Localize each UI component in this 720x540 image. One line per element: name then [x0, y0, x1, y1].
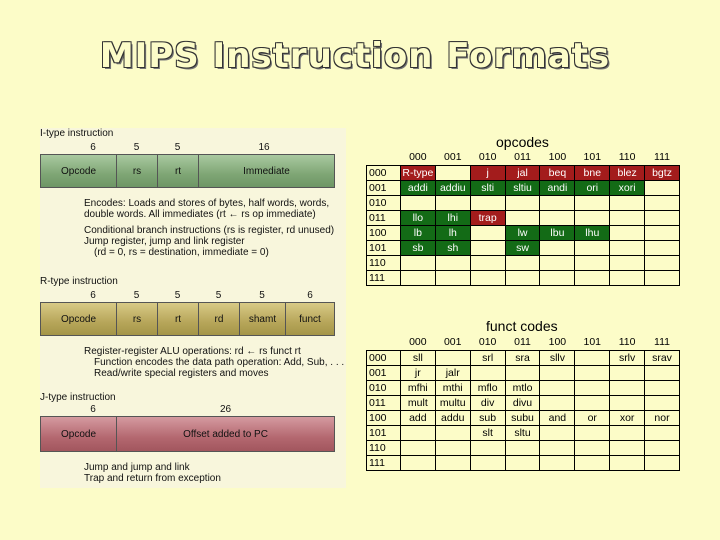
table-cell: addu	[435, 410, 470, 425]
itype-field-immediate: Immediate	[243, 165, 290, 177]
table-cell: lw	[505, 225, 540, 240]
table-row	[367, 225, 680, 240]
table-cell: slt	[470, 425, 505, 440]
rtype-description: Register-register ALU operations: rd ← rs funct rt Function encodes the data path operation: Add, Sub, . . . Read/write special registers and moves	[84, 346, 345, 379]
row-header: 000	[367, 350, 401, 365]
row-header: 110	[367, 255, 401, 270]
table-cell	[645, 225, 680, 240]
table-row	[367, 180, 680, 195]
column-header: 001	[435, 335, 470, 350]
column-header: 000	[400, 335, 435, 350]
itype-width: 16	[258, 142, 270, 153]
column-header: 011	[505, 335, 540, 350]
table-cell: beq	[540, 165, 575, 180]
table-cell: mthi	[435, 380, 470, 395]
table-cell: sltu	[505, 425, 540, 440]
table-row	[367, 350, 680, 365]
table-cell: sw	[505, 240, 540, 255]
table-cell	[435, 425, 470, 440]
table-cell	[540, 270, 575, 285]
table-cell	[645, 425, 680, 440]
rtype-width: 5	[259, 290, 265, 301]
instruction-format-figure	[40, 128, 346, 488]
table-cell: jr	[400, 365, 435, 380]
rtype-width: 6	[90, 290, 96, 301]
row-header: 000	[367, 165, 401, 180]
row-header: 111	[367, 455, 401, 470]
table-cell: srav	[645, 350, 680, 365]
table-row	[367, 410, 680, 425]
table-cell: sb	[400, 240, 435, 255]
rtype-field-funct: funct	[299, 313, 321, 325]
table-row	[367, 195, 680, 210]
table-cell: multu	[435, 395, 470, 410]
table-cell	[610, 395, 645, 410]
table-cell	[540, 365, 575, 380]
rtype-label: R-type instruction	[40, 276, 118, 287]
table-cell	[645, 240, 680, 255]
table-cell	[645, 195, 680, 210]
table-cell	[645, 380, 680, 395]
table-cell	[575, 270, 610, 285]
table-cell	[645, 395, 680, 410]
table-cell	[575, 380, 610, 395]
jtype-field-opcode: Opcode	[41, 417, 117, 451]
rtype-field-shamt: shamt	[240, 303, 286, 335]
itype-format-box	[40, 154, 335, 188]
table-cell	[540, 195, 575, 210]
table-header-row	[367, 150, 680, 165]
table-cell	[400, 270, 435, 285]
table-cell	[540, 425, 575, 440]
table-cell: nor	[645, 410, 680, 425]
jtype-description: Jump and jump and link Trap and return from exception	[84, 462, 221, 484]
table-cell: sra	[505, 350, 540, 365]
rtype-field-rd: rd	[199, 303, 240, 335]
table-header-row	[367, 335, 680, 350]
column-header: 001	[435, 150, 470, 165]
funct-codes-table	[366, 335, 680, 471]
table-cell	[435, 350, 470, 365]
table-cell: or	[575, 410, 610, 425]
jtype-label: J-type instruction	[40, 392, 116, 403]
rtype-width: 6	[307, 290, 313, 301]
table-cell: lh	[435, 225, 470, 240]
table-cell	[400, 455, 435, 470]
table-cell	[400, 255, 435, 270]
table-cell	[575, 440, 610, 455]
row-header: 110	[367, 440, 401, 455]
table-cell	[645, 180, 680, 195]
table-row	[367, 210, 680, 225]
funct-codes-title: funct codes	[486, 318, 558, 334]
table-row	[367, 365, 680, 380]
column-header: 110	[610, 335, 645, 350]
table-cell	[505, 455, 540, 470]
table-row	[367, 455, 680, 470]
table-cell	[505, 270, 540, 285]
table-cell: add	[400, 410, 435, 425]
table-cell: mfhi	[400, 380, 435, 395]
table-cell	[575, 455, 610, 470]
itype-width: 6	[90, 142, 96, 153]
table-cell: lb	[400, 225, 435, 240]
table-cell: and	[540, 410, 575, 425]
row-header: 101	[367, 240, 401, 255]
table-cell	[575, 195, 610, 210]
row-header: 100	[367, 410, 401, 425]
slide-title: MIPS Instruction Formats	[99, 36, 611, 76]
table-cell	[435, 165, 470, 180]
table-cell	[610, 440, 645, 455]
table-cell: divu	[505, 395, 540, 410]
table-cell	[575, 365, 610, 380]
column-header: 101	[575, 150, 610, 165]
rtype-width: 5	[133, 290, 140, 301]
column-header: 101	[575, 335, 610, 350]
table-cell: addiu	[435, 180, 470, 195]
table-row	[367, 440, 680, 455]
table-cell	[645, 270, 680, 285]
table-row	[367, 425, 680, 440]
rtype-field-opcode: Opcode	[41, 303, 117, 335]
table-cell: xor	[610, 410, 645, 425]
table-cell	[575, 425, 610, 440]
table-cell	[470, 270, 505, 285]
table-cell: jalr	[435, 365, 470, 380]
table-cell	[505, 210, 540, 225]
row-header: 111	[367, 270, 401, 285]
table-cell	[575, 240, 610, 255]
table-row	[367, 240, 680, 255]
itype-width: 5	[133, 142, 140, 153]
table-cell	[575, 255, 610, 270]
table-cell	[435, 455, 470, 470]
table-cell: sllv	[540, 350, 575, 365]
itype-field-rt: rt	[158, 155, 199, 187]
table-cell	[435, 195, 470, 210]
table-cell: lbu	[540, 225, 575, 240]
table-cell	[540, 210, 575, 225]
table-cell: trap	[470, 210, 505, 225]
table-cell: sh	[435, 240, 470, 255]
rtype-width: 5	[174, 290, 181, 301]
jtype-format-box	[40, 416, 335, 452]
table-cell	[540, 255, 575, 270]
table-cell	[470, 225, 505, 240]
itype-field-opcode: Opcode	[41, 155, 117, 187]
jtype-field-offset: Offset added to PC	[183, 428, 268, 440]
table-corner	[367, 335, 401, 350]
table-cell: ori	[575, 180, 610, 195]
table-cell	[610, 210, 645, 225]
table-cell: andi	[540, 180, 575, 195]
column-header: 000	[400, 150, 435, 165]
jtype-width: 26	[219, 404, 232, 415]
column-header: 010	[470, 335, 505, 350]
table-cell	[540, 455, 575, 470]
table-cell: lhu	[575, 225, 610, 240]
table-cell	[540, 380, 575, 395]
table-cell	[505, 440, 540, 455]
table-cell	[645, 210, 680, 225]
table-cell	[435, 255, 470, 270]
table-cell	[540, 240, 575, 255]
table-cell	[400, 425, 435, 440]
column-header: 011	[505, 150, 540, 165]
table-cell: bne	[575, 165, 610, 180]
column-header: 100	[540, 150, 575, 165]
column-header: 110	[610, 150, 645, 165]
table-cell	[470, 195, 505, 210]
table-row	[367, 270, 680, 285]
table-cell	[400, 440, 435, 455]
table-cell	[610, 270, 645, 285]
row-header: 100	[367, 225, 401, 240]
row-header: 001	[367, 180, 401, 195]
table-cell: mtlo	[505, 380, 540, 395]
table-cell: srl	[470, 350, 505, 365]
jtype-width: 6	[90, 404, 96, 415]
table-cell: j	[470, 165, 505, 180]
table-cell: sltiu	[505, 180, 540, 195]
table-cell	[470, 440, 505, 455]
rtype-field-rs: rs	[117, 303, 158, 335]
table-cell	[470, 455, 505, 470]
column-header: 111	[645, 150, 680, 165]
table-cell	[610, 255, 645, 270]
column-header: 111	[645, 335, 680, 350]
table-cell	[610, 225, 645, 240]
table-cell	[470, 365, 505, 380]
table-row	[367, 255, 680, 270]
itype-field-rs: rs	[117, 155, 158, 187]
table-cell	[610, 425, 645, 440]
table-cell	[645, 365, 680, 380]
table-cell: xori	[610, 180, 645, 195]
table-cell	[575, 350, 610, 365]
table-cell	[470, 240, 505, 255]
table-cell	[470, 255, 505, 270]
table-cell	[610, 195, 645, 210]
table-corner	[367, 150, 401, 165]
rtype-field-rt: rt	[158, 303, 199, 335]
table-cell	[645, 440, 680, 455]
itype-width: 5	[174, 142, 181, 153]
row-header: 010	[367, 195, 401, 210]
table-cell	[575, 395, 610, 410]
column-header: 010	[470, 150, 505, 165]
table-cell	[505, 195, 540, 210]
table-cell	[575, 210, 610, 225]
table-cell	[505, 255, 540, 270]
table-cell: jal	[505, 165, 540, 180]
table-cell: addi	[400, 180, 435, 195]
table-cell: blez	[610, 165, 645, 180]
itype-description: Encodes: Loads and stores of bytes, half words, words, double words. All immediates (rt ← rs op immediate) Conditional branch instructions (rs is register, rd unused) Jump register, jump and link register (rd = 0, rs = destination, immediate = 0)	[84, 198, 335, 258]
rtype-format-box	[40, 302, 335, 336]
row-header: 001	[367, 365, 401, 380]
table-cell	[435, 270, 470, 285]
table-cell: mflo	[470, 380, 505, 395]
table-row	[367, 380, 680, 395]
table-cell: div	[470, 395, 505, 410]
table-cell	[610, 240, 645, 255]
table-cell	[610, 455, 645, 470]
row-header: 101	[367, 425, 401, 440]
table-cell: sub	[470, 410, 505, 425]
table-cell	[645, 255, 680, 270]
row-header: 011	[367, 210, 401, 225]
table-cell: llo	[400, 210, 435, 225]
opcodes-table	[366, 150, 680, 286]
table-cell	[610, 380, 645, 395]
table-cell: srlv	[610, 350, 645, 365]
table-cell	[505, 365, 540, 380]
table-cell: slti	[470, 180, 505, 195]
row-header: 011	[367, 395, 401, 410]
column-header: 100	[540, 335, 575, 350]
table-cell	[540, 440, 575, 455]
table-cell	[435, 440, 470, 455]
table-cell: R-type	[400, 165, 435, 180]
rtype-width: 5	[215, 290, 222, 301]
opcodes-title: opcodes	[496, 134, 549, 150]
table-row	[367, 395, 680, 410]
table-cell	[540, 395, 575, 410]
row-header: 010	[367, 380, 401, 395]
table-cell: mult	[400, 395, 435, 410]
table-row	[367, 165, 680, 180]
table-cell: lhi	[435, 210, 470, 225]
table-cell: bgtz	[645, 165, 680, 180]
table-cell	[645, 455, 680, 470]
table-cell: subu	[505, 410, 540, 425]
table-cell	[400, 195, 435, 210]
table-cell: sll	[400, 350, 435, 365]
table-cell	[610, 365, 645, 380]
itype-label: I-type instruction	[40, 128, 114, 139]
